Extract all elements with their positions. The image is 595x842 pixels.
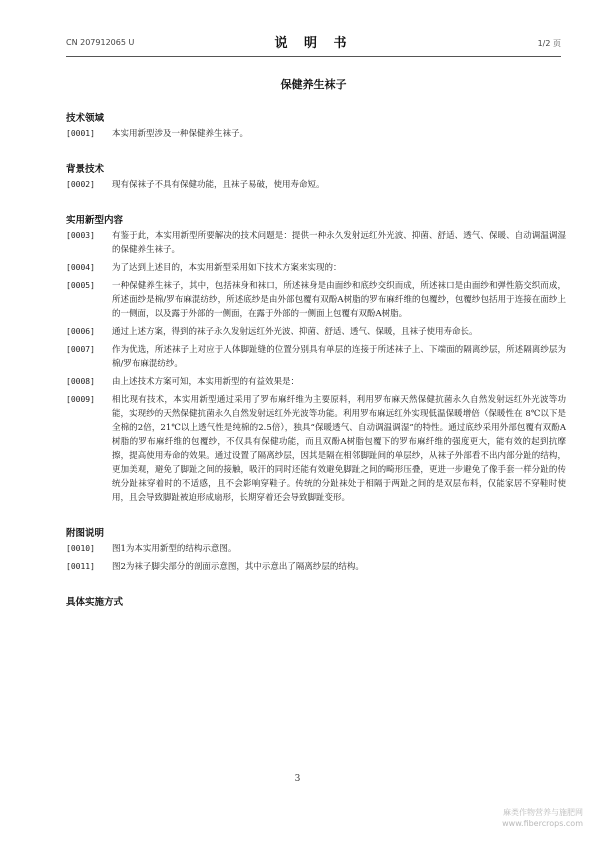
paragraph-text: 图1为本实用新型的结构示意图。 bbox=[112, 544, 237, 554]
site-watermark bbox=[502, 807, 583, 829]
paragraph-text: 一种保健养生袜子，其中，包括袜身和袜口，所述袜身是由面纱和底纱交织而成，所述袜口是由面纱和弹性筋交织而成，所述面纱是棉/罗布麻混纺纱，所述底纱是由外部包覆有双酚A树脂的罗布麻纤维的包覆纱，包覆纱包括用于连接在面纱上的一侧面，以及露于外部的一侧面，在露于外部的一侧面上包覆有双酚A树脂。 bbox=[112, 281, 566, 319]
document-title: 保健养生袜子 bbox=[280, 78, 347, 91]
paragraph bbox=[66, 343, 566, 371]
paragraph bbox=[66, 560, 566, 574]
paragraph-text: 为了达到上述目的，本实用新型采用如下技术方案来实现的： bbox=[112, 263, 342, 273]
paragraph-number: [0004] bbox=[66, 263, 95, 272]
paragraph-number: [0003] bbox=[66, 231, 95, 240]
paragraph-text: 作为优选，所述袜子上对应于人体脚趾缝的位置分别具有单层的连接于所述袜子上、下端面的隔离纱层，所述隔离纱层为棉/罗布麻混纺纱。 bbox=[112, 345, 566, 369]
page-indicator: 1/2 页 bbox=[537, 39, 561, 48]
section-heading: 附图说明 bbox=[66, 528, 105, 539]
paragraph-number: [0006] bbox=[66, 327, 95, 336]
document-type: 说 明 书 bbox=[274, 36, 353, 51]
paragraph-number: [0010] bbox=[66, 544, 95, 553]
paragraph bbox=[66, 178, 566, 192]
watermark-line: www.fibercrops.com bbox=[502, 819, 583, 828]
paragraph bbox=[66, 261, 566, 275]
section-heading: 实用新型内容 bbox=[66, 215, 124, 226]
paragraph-text: 通过上述方案，得到的袜子永久发射远红外光波、抑菌、舒适、透气、保暖，且袜子使用寿命长。 bbox=[112, 327, 478, 337]
paragraph-number: [0009] bbox=[66, 395, 95, 404]
paragraph-number: [0001] bbox=[66, 129, 95, 138]
section-heading: 具体实施方式 bbox=[66, 597, 124, 608]
paragraph bbox=[66, 375, 566, 389]
patent-number: CN 207912065 U bbox=[66, 38, 135, 47]
paragraph bbox=[66, 127, 566, 141]
paragraph-number: [0005] bbox=[66, 281, 95, 290]
page-number: 3 bbox=[294, 774, 301, 784]
page-header bbox=[66, 30, 561, 54]
paragraph bbox=[66, 325, 566, 339]
paragraph-number: [0002] bbox=[66, 180, 95, 189]
header-rule bbox=[66, 56, 561, 57]
paragraph bbox=[66, 542, 566, 556]
section-heading: 技术领域 bbox=[66, 113, 105, 124]
paragraph-text: 由上述技术方案可知，本实用新型的有益效果是： bbox=[112, 377, 300, 387]
paragraph bbox=[66, 229, 566, 257]
section-heading: 背景技术 bbox=[66, 164, 105, 175]
document-body bbox=[66, 110, 566, 608]
paragraph-text: 图2为袜子脚尖部分的剖面示意图，其中示意出了隔离纱层的结构。 bbox=[112, 562, 364, 572]
paragraph bbox=[66, 279, 566, 321]
paragraph-number: [0008] bbox=[66, 377, 95, 386]
paragraph-text: 相比现有技术，本实用新型通过采用了罗布麻纤维为主要原料，利用罗布麻天然保健抗菌永久自然发射远红外光波等功能，实现纱的天然保健抗菌永久自然发射远红外光波等功能。利用罗布麻远红外实现低温保暖增倍（保暖性在 8℃以下是全棉的2倍，21℃以上透气性是纯棉的2.5倍），独具“保暖透气、自动调温调湿”的特性。通过底纱采用外部包覆有双酚A树脂的罗布麻纤维的包覆纱，不仅具有保健功能，而且双酚A树脂包覆下的罗布麻纤维的强度更大，能有效的起到抗摩擦，提高使用寿命的效果。通过设置了隔离纱层，因其是隔在相邻脚趾间的单层纱，从袜子外部看不出内部分趾的结构，更加美观，避免了脚趾之间的接触，吸汗的同时还能有效避免脚趾之间的畸形压叠，更进一步避免了像手套一样分趾的传统分趾袜穿着时的不适感，且不会影响穿鞋子。传统的分趾袜处于相隔于两趾之间的是双层布料，仅能家居不穿鞋时使用，且会导致脚趾被迫形成扇形，长期穿着还会导致脚趾变形。 bbox=[112, 395, 566, 503]
paragraph-text: 有鉴于此，本实用新型所要解决的技术问题是：提供一种永久发射远红外光波、抑菌、舒适、透气、保暖、自动调温调湿的保健养生袜子。 bbox=[112, 231, 566, 255]
paragraph-text: 现有保袜子不具有保健功能，且袜子易破，使用寿命短。 bbox=[112, 180, 325, 190]
paragraph-number: [0007] bbox=[66, 345, 95, 354]
watermark-line: 麻类作物营养与施肥网 bbox=[503, 808, 583, 817]
paragraph-text: 本实用新型涉及一种保健养生袜子。 bbox=[112, 129, 249, 139]
paragraph-number: [0011] bbox=[66, 562, 95, 571]
paragraph bbox=[66, 393, 566, 505]
